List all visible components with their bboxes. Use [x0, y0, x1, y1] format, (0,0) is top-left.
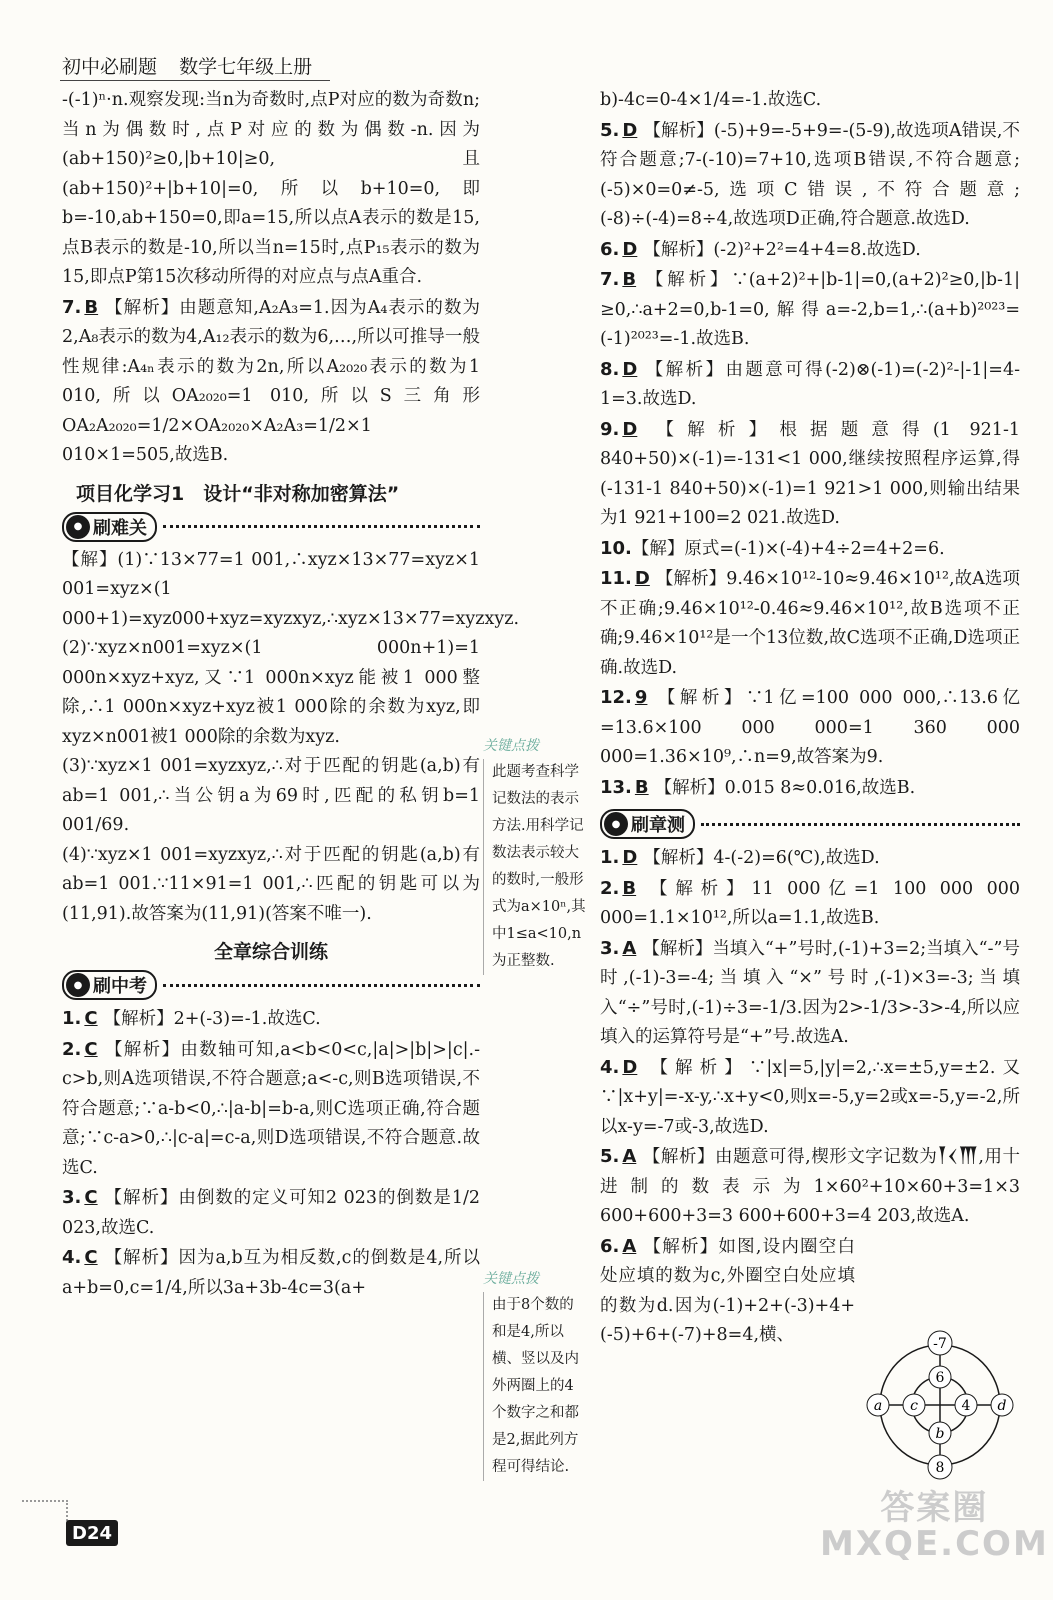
badge-label: 刷章测: [631, 815, 685, 836]
question-number: 7.: [62, 296, 82, 318]
side-note-2: [483, 1268, 588, 1481]
question-item: [62, 1243, 480, 1303]
svg-text:b: b: [935, 1426, 945, 1442]
node-left-outer: [867, 1394, 889, 1416]
question-solution: 【解析】9.46×10¹²-10≈9.46×10¹²,故A选项不正确;9.46×10¹²-0.46≈9.46×10¹²,故B选项不正确;9.46×10¹²是一个13位数,故C选项不正确,D选项正确.故选D.: [600, 569, 1020, 678]
corner-mark: [22, 1500, 68, 1532]
svg-text:8: 8: [935, 1460, 945, 1476]
node-bottom: [928, 1455, 952, 1479]
question-number: 4.: [62, 1247, 82, 1268]
question-item: [600, 683, 1020, 773]
dotted-divider: [163, 984, 480, 987]
node-inner-top: [929, 1366, 951, 1388]
question-number: 6.: [600, 1235, 620, 1257]
answer-letter: A: [622, 1146, 637, 1167]
question-solution: 【解析】根据题意得(1 921-1 840+50)×(-1)=-131<1 000,继续按照程序运算,得(-131-1 840+50)×(-1)=1 921>1 000,则输出结果为1 921+100=2 021.故选D.: [600, 419, 1020, 528]
answer-letter: C: [84, 1247, 98, 1268]
question-solution: 【解析】2+(-3)=-1.故选C.: [103, 1009, 321, 1029]
continued-solution: b)-4c=0-4×1/4=-1.故选C.: [600, 90, 822, 110]
question-item: [600, 415, 1020, 534]
section-badge-row: [62, 512, 480, 542]
solution-part-3: (3)∵xyz×1 001=xyzxyz,∴对于匹配的钥匙(a,b)有ab=1 001,∴当公钥a为69时,匹配的私钥b=1 001/69.: [62, 756, 486, 835]
question-item: [600, 1142, 1020, 1232]
question-solution: 【解析】由题意知,A₂A₃=1.因为A₄表示的数为2,A₈表示的数为4,A₁₂表示的数为6,…,所以可推导一般性规律:A₄ₙ表示的数为2n,所以A₂₀₂₀表示的数为1 010,所以OA₂₀₂₀=1 010,所以S三角形OA₂A₂₀₂₀=1/2×OA₂₀₂₀×A₂A₃=1/2×1 010×1=505,故选B.: [62, 297, 480, 465]
question-item: [600, 843, 1020, 874]
question-number: 3.: [62, 1187, 82, 1208]
continued-solution: -(-1)ⁿ·n.观察发现:当n为奇数时,点P对应的数为奇数n;当n为偶数时,点P对应的数为偶数-n.因为(ab+150)²≥0,|b+10|≥0,且(ab+150)²+|b+10|=0,所以b+10=0,即b=-10,ab+150=0,即a=15,所以点A表示的数是15,点B表示的数是-10,所以当n=15时,点P₁₅表示的数为15,即点P第15次移动所得的对应点与点A重合.: [62, 90, 480, 287]
question-item: [600, 564, 1020, 683]
page-number: D24: [66, 1520, 118, 1546]
question-number: 6.: [600, 238, 620, 260]
svg-text:c: c: [910, 1398, 918, 1414]
question-solution: 【解析】由题意可得(-2)⊗(-1)=(-2)²-|-1|=4-1=3.故选D.: [600, 359, 1020, 409]
node-left-inner: [903, 1394, 925, 1416]
question-item: [600, 874, 1020, 934]
answer-letter: B: [622, 269, 637, 290]
project-title: 项目化学习1 设计“非对称加密算法”: [76, 482, 400, 505]
question-solution: 【解析】0.015 8≈0.016,故选B.: [654, 777, 916, 798]
question-item: [62, 1004, 480, 1035]
answer-letter: A: [622, 1235, 637, 1257]
badge-exam: [62, 970, 157, 1000]
answer-letter: B: [84, 296, 99, 318]
svg-text:d: d: [997, 1398, 1007, 1414]
question-number: 4.: [600, 1056, 620, 1078]
answer-letter: D: [622, 418, 638, 440]
question-solution: 【解析】∵1亿=100 000 000,∴13.6亿=13.6×100 000 000=1 360 000 000=1.36×10⁹,∴n=9,故答案为9.: [600, 688, 1020, 767]
section-badge-row: [62, 970, 480, 1000]
answer-letter: A: [622, 937, 637, 959]
side-note-text: 由于8个数的和是4,所以横、竖以及内外两圈上的4个数字之和都是2,据此列方程可得结论.: [483, 1292, 588, 1481]
node-right-outer: [991, 1394, 1013, 1416]
side-note-text: 此题考查科学记数法的表示方法.用科学记数法表示较大的数时,一般形式为a×10ⁿ,其中1≤a<10,n为正整数.: [483, 759, 588, 975]
question-number: 1.: [62, 1008, 82, 1029]
question-number: 2.: [62, 1038, 82, 1060]
question-solution: 【解析】由数轴可知,a<b<0<c,|a|>|b|>|c|.-c>b,则A选项错误,不符合题意;a<-c,则B选项错误,不符合题意;∵a-b<0,∴|a-b|=b-a,则C选项正确,符合题意;∵c-a>0,∴|c-a|=c-a,则D选项错误,不符合题意.故选C.: [62, 1039, 480, 1178]
solution-part-4: (4)∵xyz×1 001=xyzxyz,∴对于匹配的钥匙(a,b)有ab=1 001.∵11×91=1 001,∴匹配的钥匙可以为(11,91).故答案为(11,91)(答案不唯一).: [62, 844, 480, 924]
question-item: [600, 934, 1020, 1053]
subject-name: 数学七年级上册: [179, 56, 313, 78]
question-solution: 【解析】11 000亿=1 100 000 000 000=1.1×10¹²,所以a=1.1,故选B.: [600, 878, 1020, 928]
question-item: [600, 1232, 855, 1351]
question-item: [600, 265, 1020, 355]
badge-chapter-test: [600, 809, 695, 839]
answer-letter: D: [622, 847, 638, 868]
side-note-1: [483, 735, 588, 975]
answer-letter: C: [84, 1008, 98, 1029]
badge-label: 刷中考: [93, 976, 147, 997]
question-solution: 【解析】(-5)+9=-5+9=-(5-9),故选项A错误,不符合题意;7-(-10)=7+10,选项B错误,不符合题意;(-5)×0=0≠-5,选项C错误,不符合题意;(-8)÷(-4)=8÷4,故选项D正确,符合题意.故选D.: [600, 120, 1020, 229]
question-solution: 【解析】如图,设内圈空白处应填的数为c,外圈空白处应填的数为d.因为(-1)+2+(-3)+4+(-5)+6+(-7)+8=4,横、: [600, 1236, 855, 1345]
question-item: [600, 116, 1020, 235]
question-number: 11.: [600, 568, 632, 589]
question-item: [600, 773, 1020, 804]
svg-text:4: 4: [961, 1398, 971, 1414]
question-solution: 【解析】当填入“+”号时,(-1)+3=2;当填入“-”号时,(-1)-3=-4;当填入“×”号时,(-1)×3=-3;当填入“÷”号时,(-1)÷3=-1/3.因为2>-1/3>-3>-4,所以应填入的运算符号是“+”号.故选A.: [600, 938, 1020, 1047]
question-item: [600, 534, 1020, 565]
dotted-divider: [163, 525, 480, 528]
section-badge-row: [600, 809, 1020, 839]
chapter-title: 全章综合训练: [213, 941, 328, 963]
question-number: 13.: [600, 776, 632, 798]
page-header: [62, 52, 328, 79]
header-divider: [60, 80, 330, 81]
answer-letter: B: [634, 776, 649, 798]
question-solution: 【解析】(-2)²+2²=4+4=8.故选D.: [643, 239, 921, 260]
question-item: [600, 355, 1020, 415]
question-item: [600, 1053, 1020, 1143]
question-number: 2.: [600, 877, 620, 899]
right-column: [600, 86, 1020, 1351]
question-number: 8.: [600, 358, 620, 380]
answer-letter: B: [622, 877, 637, 899]
answer-letter: D: [622, 119, 638, 141]
question-item: [62, 293, 480, 471]
svg-text:-7: -7: [933, 1336, 947, 1352]
answer-letter: D: [622, 238, 638, 260]
brand-logo-icon: ●: [66, 973, 90, 997]
answer-letter: C: [84, 1038, 98, 1060]
book-name: 初中必刷题: [62, 56, 158, 78]
question-number: 3.: [600, 937, 620, 959]
brand-logo-icon: ●: [604, 812, 628, 836]
question-solution: 【解析】∵|x|=5,|y|=2,∴x=±5,y=±2.又∵|x+y|=-x-y,∴x+y<0,则x=-5,y=2或x=-5,y=-2,所以x-y=-7或-3,故选D.: [600, 1057, 1020, 1137]
question-number: 12.: [600, 687, 632, 708]
question-solution: 【解析】因为a,b互为相反数,c的倒数是4,所以a+b=0,c=1/4,所以3a+3b-4c=3(a+: [62, 1248, 480, 1298]
question-item: [62, 1183, 480, 1243]
answer-letter: D: [634, 568, 650, 589]
question-solution: 【解】原式=(-1)×(-4)+4÷2=4+2=6.: [631, 538, 945, 559]
question-number: 5.: [600, 1146, 620, 1167]
node-top: [928, 1331, 952, 1355]
question-number: 9.: [600, 418, 620, 440]
side-note-title: 关键点拨: [483, 738, 539, 754]
brand-logo-icon: ●: [66, 515, 90, 539]
badge-hard: [62, 512, 157, 542]
watermark: 答案圈 MXQE.COM: [820, 1488, 1049, 1564]
svg-text:6: 6: [935, 1370, 945, 1386]
question-solution: 【解析】4-(-2)=6(℃),故选D.: [643, 848, 880, 868]
answer-letter: 9: [634, 687, 648, 708]
question-number: 7.: [600, 269, 620, 290]
answer-letter: C: [84, 1187, 98, 1208]
badge-label: 刷难关: [93, 517, 147, 539]
question-number: 1.: [600, 847, 620, 868]
question-number: 5.: [600, 119, 620, 141]
svg-text:a: a: [873, 1398, 883, 1414]
circle-figure: [865, 1330, 1015, 1480]
answer-letter: D: [622, 358, 638, 380]
question-solution: 【解析】由题意可得,楔形文字记数为𒐕𒌋𒐗,用十进制的数表示为1×60²+10×60+3=1×3 600+600+3=3 600+600+3=4 203,故选A.: [600, 1147, 1020, 1226]
question-number: 10.: [600, 537, 632, 559]
question-item: [62, 1035, 480, 1184]
node-inner-bottom: [929, 1422, 951, 1444]
answer-letter: D: [622, 1056, 638, 1078]
node-right-inner: [955, 1394, 977, 1416]
side-note-title: 关键点拨: [483, 1271, 539, 1287]
question-solution: 【解析】∵(a+2)²+|b-1|=0,(a+2)²≥0,|b-1|≥0,∴a+2=0,b-1=0,解得a=-2,b=1,∴(a+b)²⁰²³=(-1)²⁰²³=-1.故选B.: [600, 270, 1020, 349]
question-solution: 【解析】由倒数的定义可知2 023的倒数是1/2 023,故选C.: [62, 1188, 480, 1238]
solution-part-1: 【解】(1)∵13×77=1 001,∴xyz×13×77=xyz×1 001=xyz×(1 000+1)=xyz000+xyz=xyzxyz,∴xyz×13×77=xyzxyz.: [62, 549, 520, 629]
dotted-divider: [701, 823, 1020, 826]
solution-part-2: (2)∵xyz×n001=xyz×(1 000n+1)=1 000n×xyz+xyz,又∵1 000n×xyz能被1 000整除,∴1 000n×xyz+xyz被1 000除的余数为xyz,即xyz×n001被1 000除的余数为xyz.: [62, 638, 486, 747]
question-item: [600, 235, 1020, 266]
